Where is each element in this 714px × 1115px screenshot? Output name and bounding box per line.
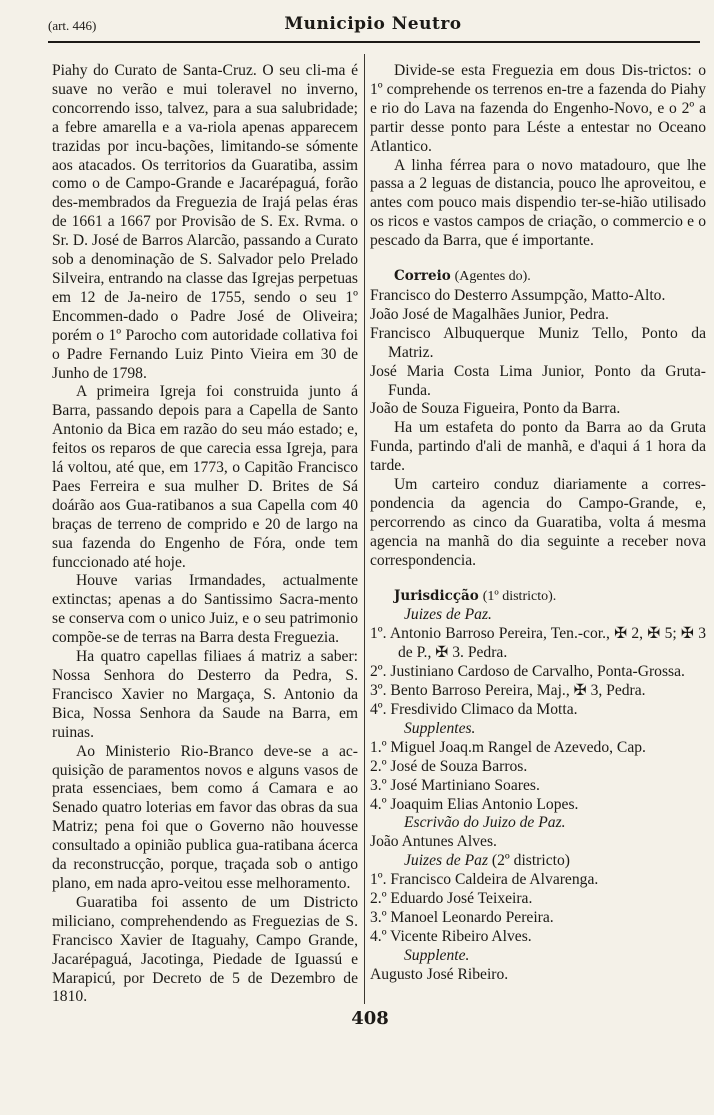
- paragraph: A primeira Igreja foi construida junto á Barra, passando depois para a Capella de Santo Antonio da Bica em razão do seu máo estado; e, feitos os reparos de que carecia essa Igreja, para lá voltou, até que, em 1773, o Capitão Francisco Paes Ferreira e sua mulher D. Brites de Sá doárão aos Gua-ratibanos a sua Capella com 40 braças de terreno de comprido e 20 de largo na sua fazenda do Engenho de Fóra, onde tem funccionado até hoje.: [52, 383, 358, 571]
- article-reference: (art. 446): [48, 18, 97, 33]
- list-item: 3º. Bento Barroso Pereira, Maj., ✠ 3, Pedra.: [370, 682, 646, 700]
- list-item: 2º. Justiniano Cardoso de Carvalho, Ponta-Grossa.: [370, 663, 685, 681]
- paragraph: Divide-se esta Freguezia em dous Dis-trictos: o 1º comprehende os terrenos en-tre a fazenda do Piahy e rio do Lava na fazenda do Engenho-Novo, e o 2º a partir desse ponto para Léste a entestar no Oceano Atlantico.: [370, 62, 706, 155]
- right-column: [370, 62, 706, 985]
- subheading-district: (2º districto): [491, 852, 570, 870]
- list-item: 1.º Miguel Joaq.m Rangel de Azevedo, Cap.: [370, 738, 646, 756]
- list-item: 4.º Vicente Ribeiro Alves.: [370, 927, 532, 945]
- subheading: [370, 852, 706, 871]
- column-divider: [364, 54, 365, 1004]
- subheading-label: Juizes de Paz: [404, 852, 489, 870]
- list-item: João José de Magalhães Junior, Pedra.: [370, 305, 609, 323]
- paragraph: Ha quatro capellas filiaes á matriz a saber: Nossa Senhora do Desterro da Pedra, S. Francisco Xavier no Margaça, S. Antonio da Bica, Nossa Senhora da Saude na Barra, em ruinas.: [52, 648, 358, 741]
- paragraph: Ao Ministerio Rio-Branco deve-se a ac-quisição de paramentos novos e alguns vasos de prata essenciaes, bem como á Camara e ao Senado quatro loterias em favor das obras da sua Matriz; pena foi que o Governo não houvesse consultado a opinião publica gua-ratibana ácerca da reconstrucção, porque, traçada sob o antigo plano, em nada apro-veitou esse melhoramento.: [52, 742, 358, 892]
- section-gap: [370, 251, 706, 267]
- paragraph: Piahy do Curato de Santa-Cruz. O seu cli-ma é suave no verão e mui toleravel no inverno, concorrendo isso, talvez, para a sua salubridade; a febre amarella e a va-riola apenas apparecem trazidas por incu-bações, limitando-se sómente aos atacados. Os territorios da Guaratiba, assim como o de Campo-Grande e Jacarépaguá, forão des-membrados da Freguezia de Irajá pelas éras de 1661 a 1667 por Provisão de S. Ex. Rvma. o Sr. D. José de Barros Alarcão, passando a Curato sob a denominação de S. Salvador pelo Prelado Silveira, entrando na classe das Igrejas perpetuas em 12 de Ja-neiro de 1755, sendo o seu 1º Encommen-dado o Padre José de Oliveira; porém o 1º Parocho com autoridade collativa foi o Padre Fernando Luiz Pinto Vieira em 30 de Junho de 1798.: [52, 62, 358, 382]
- list-item: José Maria Costa Lima Junior, Ponto da Gruta-Funda.: [370, 362, 706, 399]
- subheading: Supplente.: [404, 946, 470, 964]
- paragraph: Guaratiba foi assento de um Districto miliciano, comprehendendo as Freguezias de S. Francisco Xavier de Itaguahy, Campo Grande, Jacarépaguá, Jacotinga, Piedade de Iguassú e Marapicú, por Decreto de 5 de Dezembro de 1810.: [52, 893, 358, 1006]
- page-number: 408: [351, 1008, 389, 1029]
- list-item: 1º. Francisco Caldeira de Alvarenga.: [370, 871, 599, 889]
- paragraph: Um carteiro conduz diariamente a corres-pondencia da agencia do Campo-Grande, e, percorrendo as cinco da Guaratiba, volta á mesma agencia na manhã do dia seguinte a receber nova correspondencia.: [370, 476, 706, 569]
- page-title: Municipio Neutro: [284, 14, 462, 34]
- subheading: Juizes de Paz.: [404, 606, 492, 624]
- list-item: 2.º José de Souza Barros.: [370, 757, 528, 775]
- list-item: João de Souza Figueira, Ponto da Barra.: [370, 400, 621, 418]
- heading-subtitle: (Agentes do).: [454, 269, 531, 285]
- list-item: 4.º Joaquim Elias Antonio Lopes.: [370, 795, 579, 813]
- list-item: 3.º Manoel Leonardo Pereira.: [370, 908, 554, 926]
- list-item: 1º. Antonio Barroso Pereira, Ten.-cor., ✠ 2, ✠ 5; ✠ 3 de P., ✠ 3. Pedra.: [370, 625, 706, 662]
- paragraph: Houve varias Irmandades, actualmente extinctas; apenas a do Santissimo Sacra-mento se conserva com o unico Juiz, e o seu patrimonio compõe-se de terras na Barra desta Freguezia.: [52, 572, 358, 647]
- header-rule: [48, 41, 700, 43]
- list-item: João Antunes Alves.: [370, 833, 497, 851]
- subheading: Supplentes.: [404, 719, 476, 737]
- heading-title: Jurisdicção: [394, 587, 479, 604]
- heading-title: Correio: [394, 268, 451, 285]
- list-item: 4º. Fresdivido Climaco da Motta.: [370, 701, 578, 718]
- section-heading-jurisdiccao: [370, 587, 706, 607]
- paragraph: A linha férrea para o novo matadouro, que lhe passa a 2 leguas de distancia, pouco lhe aproveitou, e antes com pouco mais dispendio ter-se-hião utilisado os ricos e vastos campos de criação, o commercio e o pescado da Barra, que é importante.: [370, 156, 706, 250]
- heading-subtitle: (1º districto).: [482, 588, 557, 604]
- running-header: [48, 14, 698, 40]
- list-item: 2.º Eduardo José Teixeira.: [370, 890, 533, 908]
- section-heading-correio: [370, 267, 706, 287]
- list-item: Francisco Albuquerque Muniz Tello, Ponto da Matriz.: [370, 324, 706, 361]
- subheading: Escrivão do Juizo de Paz.: [404, 814, 566, 832]
- paragraph: Ha um estafeta do ponto da Barra ao da Gruta Funda, partindo d'ali de manhã, e d'aqui á 1 hora da tarde.: [370, 419, 706, 475]
- list-item: Augusto José Ribeiro.: [370, 965, 509, 983]
- list-item: 3.º José Martiniano Soares.: [370, 776, 540, 794]
- left-column: [52, 62, 358, 1007]
- section-gap: [370, 571, 706, 587]
- list-item: Francisco do Desterro Assumpção, Matto-Alto.: [370, 286, 666, 304]
